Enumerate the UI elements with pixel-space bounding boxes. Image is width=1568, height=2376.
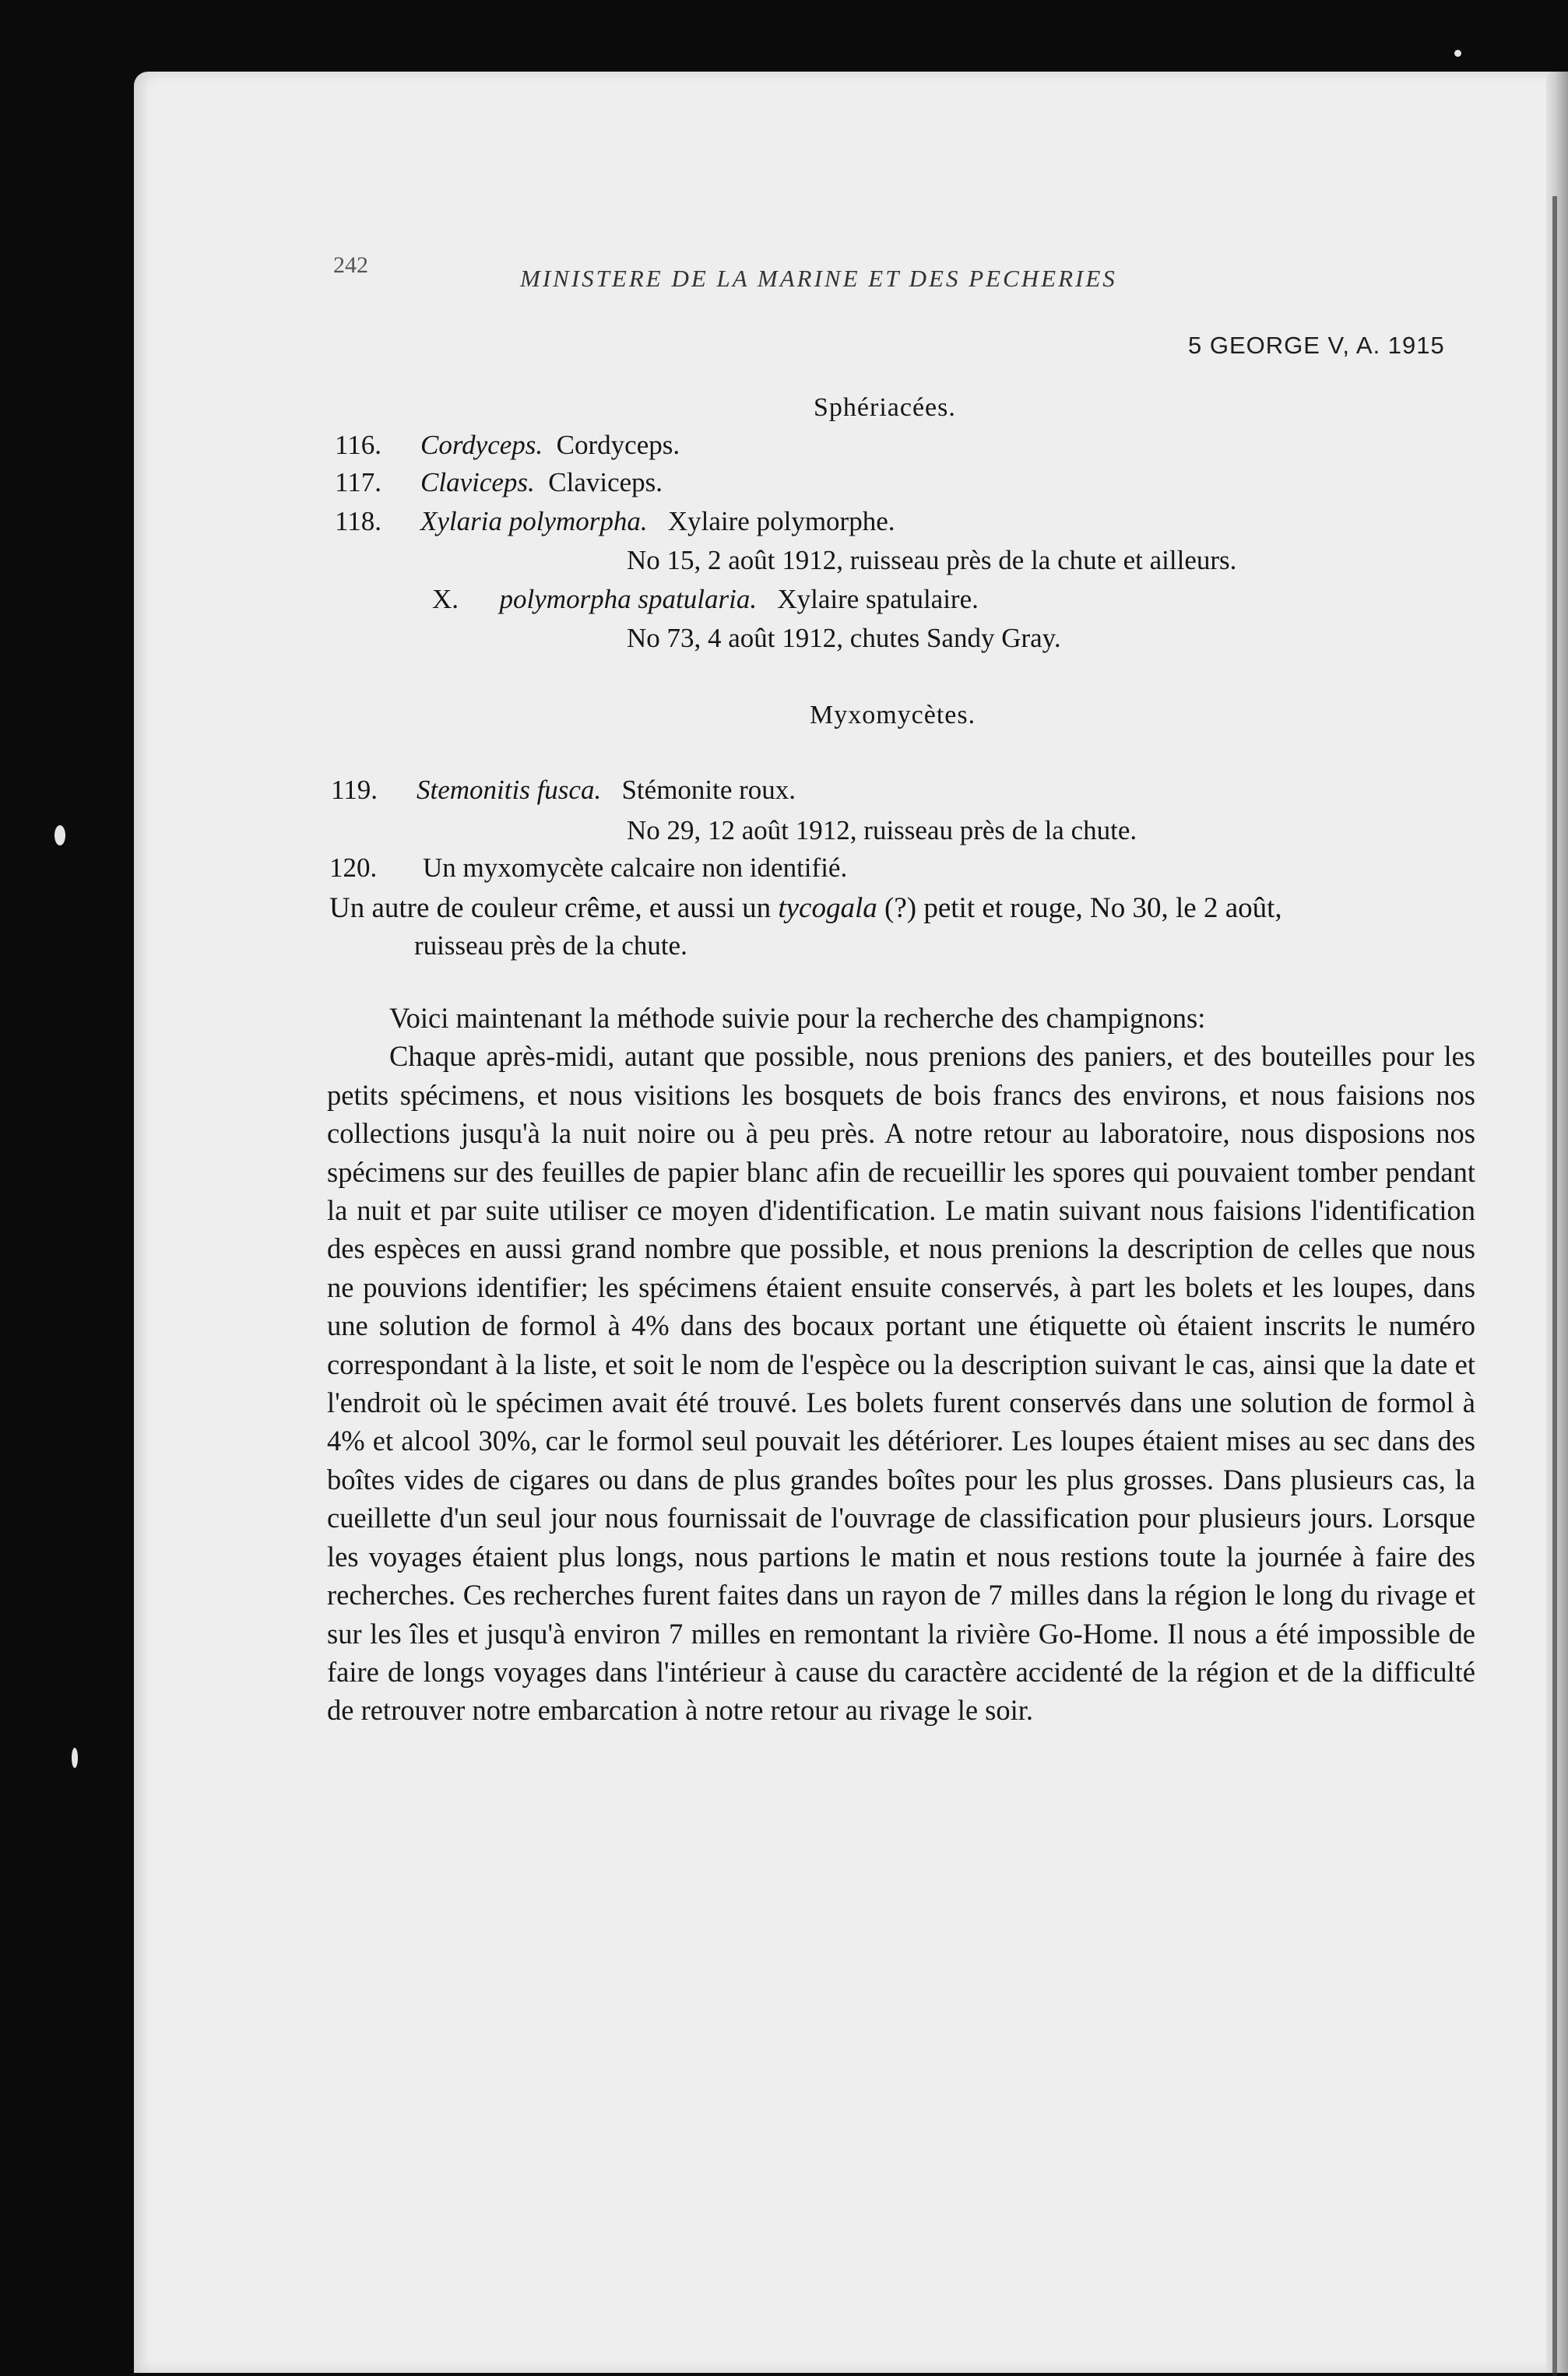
paragraph-intro: Voici maintenant la méthode suivie pour la recherche des champignons: (389, 1002, 1206, 1034)
entry-number: 120. (329, 852, 378, 883)
entry-number: 117. (335, 467, 381, 497)
page-edge (1546, 72, 1568, 2373)
entry-variety-note: No 73, 4 août 1912, chutes Sandy Gray. (627, 623, 1061, 653)
latin-name: polymorpha spatularia. (499, 584, 758, 614)
paragraph-method: Chaque après-midi, autant que possible, nous prenions des paniers, et des bouteilles pour les petits spécimens, et nous visitions les bosquets de bois francs des environs, et nous faisions nos collections jusqu'à la nuit noire ou à peu près. A notre retour au laboratoire, nous disposions nos spécimens sur des feuilles de papier blanc afin de recueillir les spores qui pouvaient tomber pendant la nuit et par suite utiliser ce moyen d'identification. Le matin suivant nous faisions l'identification des espèces en aussi grand nombre que possible, et nous prenions la description de celles que nous ne pouvions identifier; les spécimens étaient ensuite conservés, à part les bolets et les loupes, dans une solution de formol à 4% dans des bocaux portant une étiquette où étaient inscrits le numéro correspondant à la liste, et soit le nom de l'espèce ou la description suivant le cas, ainsi que la date et l'endroit où le spécimen avait été trouvé. Les bolets furent conservés dans une solution de formol à 4% et alcool 30%, car le formol seul pouvait les détériorer. Les loupes étaient mises au sec dans des boîtes vides de cigares ou dans de plus grandes boîtes pour les plus grosses. Dans plusieurs cas, la cueillette d'un seul jour nous fournissait de l'ouvrage de classification pour plusieurs jours. Lorsque les voyages étaient plus longs, nous partions le matin et nous restions toute la journée à faire des recherches. Ces recherches furent faites dans un rayon de 7 milles dans la région le long du rivage et sur les îles et jusqu'à environ 7 milles en remontant la rivière Go-Home. Il nous a été impossible de faire de longs voyages dans l'intérieur à cause du caractère accidenté de la région et de la difficulté de retrouver notre embarcation à notre retour au rivage le soir. (327, 1040, 1475, 1727)
background-speck (54, 825, 65, 845)
entry-118-note: No 15, 2 août 1912, ruisseau près de la chute et ailleurs. (627, 545, 1237, 575)
page-number: 242 (333, 252, 368, 278)
body-text (327, 999, 1475, 1730)
entry-number: 119. (331, 775, 378, 805)
entry-number: 116. (335, 430, 381, 460)
entry-120-note: Un autre de couleur crême, et aussi un tycogala (?) petit et rouge, No 30, le 2 août, (329, 892, 1282, 924)
entry-number: 118. (335, 506, 381, 536)
common-name: Stémonite roux. (621, 775, 796, 805)
entry-119 (331, 775, 796, 806)
variety-prefix: X. (432, 584, 459, 614)
background-speck (1454, 50, 1461, 57)
latin-name: tycogala (778, 892, 877, 924)
common-name: Cordyceps. (556, 430, 680, 460)
entry-120-note-continued: ruisseau près de la chute. (414, 930, 687, 961)
entry-118 (335, 506, 895, 537)
section-heading-myxomycetes: Myxomycètes. (810, 701, 976, 729)
entry-120 (329, 852, 847, 884)
entry-116 (335, 430, 680, 461)
running-title: MINISTERE DE LA MARINE ET DES PECHERIES (520, 265, 1117, 292)
latin-name: Cordyceps. (420, 430, 543, 460)
entry-text: Un myxomycète calcaire non identifié. (423, 852, 848, 883)
page-edge-shadow (1552, 196, 1557, 2376)
latin-name: Claviceps. (420, 467, 535, 497)
entry-117 (335, 467, 663, 498)
session-label: 5 GEORGE V, A. 1915 (1188, 332, 1445, 359)
latin-name: Xylaria polymorpha. (420, 506, 648, 536)
common-name: Claviceps. (548, 467, 663, 497)
common-name: Xylaire polymorphe. (667, 506, 895, 536)
entry-variety (432, 584, 979, 615)
common-name: Xylaire spatulaire. (777, 584, 979, 614)
entry-119-note: No 29, 12 août 1912, ruisseau près de la chute. (627, 815, 1137, 845)
latin-name: Stemonitis fusca. (417, 775, 602, 805)
background-speck (72, 1748, 78, 1768)
section-heading-spheriacees: Sphériacées. (814, 393, 956, 422)
